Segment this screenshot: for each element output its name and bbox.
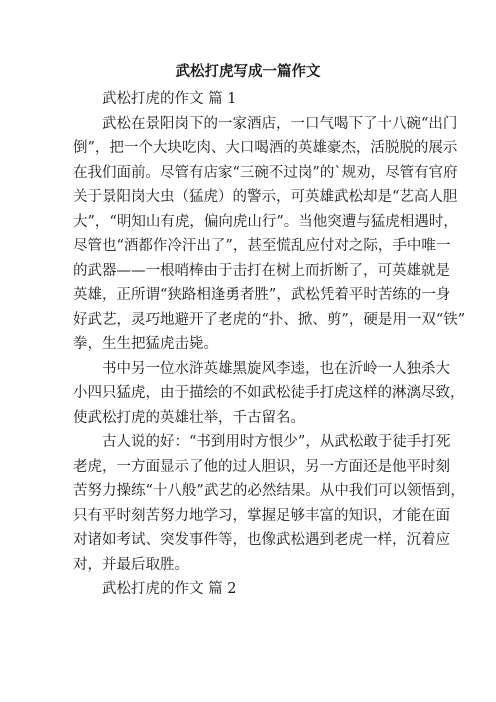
paragraph-line: 老虎，一方面显示了他的过人胆识，另一方面还是他平时刻 [73,458,450,475]
paragraph-line: 关于景阳岗大虫（猛虎）的警示，可英雄武松却是“艺高人胆 [73,189,458,205]
paragraph-line: 英雄，正所谓“狭路相逢勇者胜”，武松凭着平时苦练的一身 [73,287,451,303]
paragraph-line: 好武艺，灵巧地避开了老虎的“扑、掀、剪”，硬是用一双“铁” [73,311,466,328]
paragraph-line: 小四只猛虎，由于描绘的不如武松徒手打虎这样的淋漓尽致， [73,385,465,401]
paragraph-line: 尽管也“酒都作冷汗出了”，甚至慌乱应付对之际，手中唯一 [73,238,451,254]
paragraph-line: 书中另一位水浒英雄黑旋风李逵，也在沂岭一人独杀大 [102,360,450,377]
section-heading-2: 武松打虎的作文 篇 2 [102,581,237,597]
paragraph-line: 苦努力操练“十八般”武艺的必然结果。从中我们可以领悟到， [73,483,465,499]
paragraph-line: 大”，“明知山有虎，偏向虎山行”。当他突遭与猛虎相遇时， [73,213,458,230]
section-heading-1: 武松打虎的作文 篇 1 [102,91,237,107]
paragraph-line: 拳，生生把猛虎击毙。 [73,336,218,352]
paragraph-line: 对诸如考试、突发事件等，也像武松遇到老虎一样，沉着应 [73,532,450,548]
paragraph-line: 古人说的好：“书到用时方恨少”，从武松敢于徒手打死 [102,434,451,450]
paragraph-line: 武松在景阳岗下的一家酒店，一口气喝下了十八碗“出门 [102,115,458,132]
paragraph-line: 的武器——一根哨棒由于击打在树上而折断了，可英雄就是 [73,262,450,279]
document-title: 武松打虎写成一篇作文 [175,63,321,80]
paragraph-line: 对，并最后取胜。 [73,556,189,573]
paragraph-line: 倒”，把一个大块吃肉、大口喝酒的英雄豪杰，活脱脱的展示 [73,140,458,156]
paragraph-line: 使武松打虎的英雄壮举，千古留名。 [73,409,305,426]
paragraph-line: 只有平时刻苦努力地学习，掌握足够丰富的知识，才能在面 [73,507,450,524]
document-body [73,87,466,602]
paragraph-line: 在我们面前。尽管有店家“三碗不过岗”的`规劝，尽管有官府 [73,164,458,181]
